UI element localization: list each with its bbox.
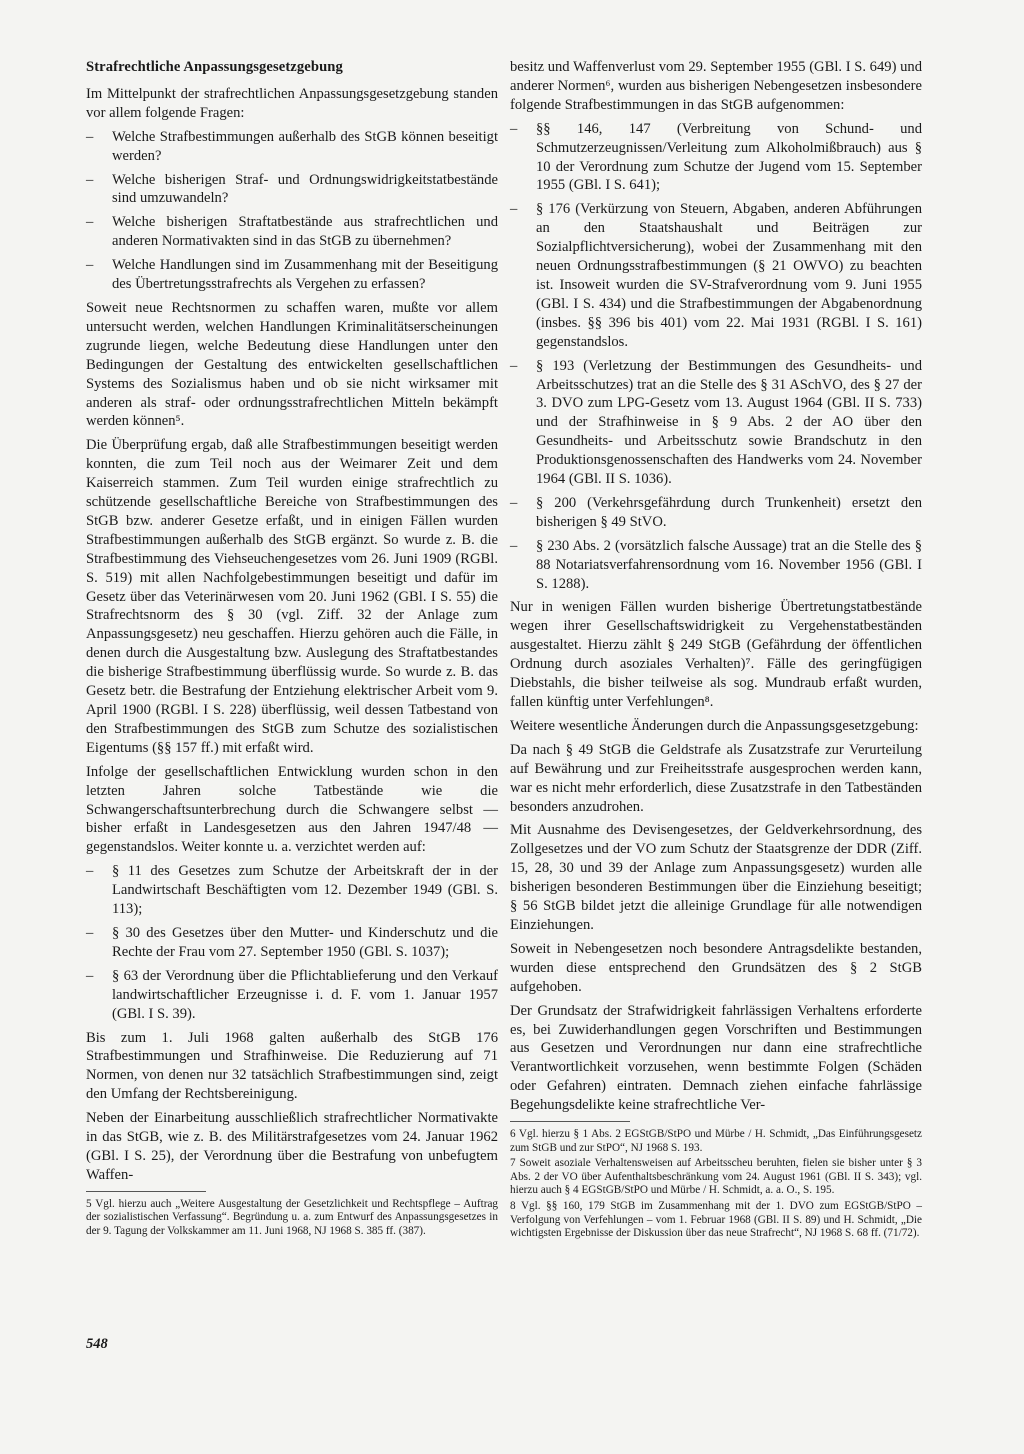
footnote-divider <box>86 1191 206 1192</box>
footnotes <box>86 1198 498 1239</box>
section-heading: Strafrechtliche Anpassungsgesetzgebung <box>86 59 343 75</box>
waived-list <box>86 862 498 1023</box>
intro-paragraph: Im Mittelpunkt der strafrechtlichen Anpassungsgesetzgebung standen vor allem folgende Fragen: <box>86 85 498 121</box>
paragraph: Soweit neue Rechtsnormen zu schaffen waren, mußte vor allem untersucht werden, welchen Handlungen Kriminalitätserscheinungen zugrunde liegen, welche Bedeutung diese Handlungen unter den Bedingungen der Gestaltung des entwickelten gesellschaftlichen Systems des Sozialismus haben und ob sie nicht wirksamer mit anderen als straf- oder ordnungsstrafrechtlichen Mitteln bekämpft werden können⁵. <box>86 299 498 430</box>
right-column <box>510 58 922 1243</box>
list-item: – Welche Strafbestimmungen außerhalb des StGB können beseitigt werden? <box>86 128 498 166</box>
paragraph: Mit Ausnahme des Devisengesetzes, der Geldverkehrsordnung, des Zollgesetzes und der VO zum Schutz der Staatsgrenze der DDR (Ziff. 15, 28, 30 und 39 der Anlage zum Anpassungsgesetz) wurden alle bisherigen besonderen Bestimmungen über die Einziehung beseitigt; § 56 StGB bildet jetzt die alleinige Grundlage für alle notwendigen Einziehungen. <box>510 822 922 933</box>
left-column <box>86 58 498 1241</box>
paragraph: Soweit in Nebengesetzen noch besondere Antragsdelikte bestanden, wurden diese entsprechend den Grundsätzen des § 2 StGB aufgehoben. <box>510 940 922 995</box>
page-number: 548 <box>86 1336 108 1352</box>
paragraph: Die Überprüfung ergab, daß alle Strafbestimmungen beseitigt werden konnten, die zum Teil noch aus der Weimarer Zeit und dem Kaiserreich stammen. Zum Teil wurden einige strafrechtlich zu schützende gesellschaftliche Bereiche von Strafbestimmungen des StGB bzw. anderer Gesetze erfaßt, und in einigen Fällen wurden Strafbestimmungen außerhalb des StGB ergänzt. So wurde z. B. die Strafbestimmung des Viehseuchengesetzes vom 26. Juni 1909 (RGBl. S. 519) mit allen Nachfolgebestimmungen beseitigt und dafür im Gesetz über das Veterinärwesen vom 20. Juni 1962 (GBl. I S. 55) die Strafrechtsnorm des § 30 (vgl. Ziff. 32 der Anlage zum Anpassungsgesetz) neu geschaffen. Hierzu gehören auch die Fälle, in denen durch die Ausgestaltung bzw. Auslegung des Straftatbestandes die bisherige Strafbestimmung überflüssig wurde. So wurde z. B. das Gesetz betr. die Bestrafung der Entziehung elektrischer Arbeit vom 9. April 1900 (RGBl. I S. 228) überflüssig, weil dessen Tatbestand von den Strafbestimmungen des StGB zum Schutze des sozialistischen Eigentums (§§ 157 ff.) mit erfaßt wird. <box>86 437 498 756</box>
list-item: – § 11 des Gesetzes zum Schutze der Arbeitskraft der in der Landwirtschaft Beschäftigten vom 12. Dezember 1949 (GBl. S. 113); <box>86 862 498 919</box>
list-item: – § 230 Abs. 2 (vorsätzlich falsche Aussage) trat an die Stelle des § 88 Notariatsverfahrensordnung vom 16. November 1956 (GBl. I S. 1288). <box>510 537 922 594</box>
paragraph: Bis zum 1. Juli 1968 galten außerhalb des StGB 176 Strafbestimmungen und Strafhinweise. Die Reduzierung auf 71 Normen, von denen nur 32 tatsächlich Strafbestimmungen sind, zeigt den Umfang der Rechtsbereinigung. <box>86 1029 498 1103</box>
list-item: – Welche bisherigen Straftatbestände aus strafrechtlichen und anderen Normativakten sind in das StGB zu übernehmen? <box>86 213 498 251</box>
paragraph: Nur in wenigen Fällen wurden bisherige Übertretungstatbestände wegen ihrer Gesellschaftswidrigkeit zu Vergehenstatbeständen ausgestaltet. Hierzu zählt § 249 StGB (Gefährdung der öffentlichen Ordnung durch asoziales Verhalten)⁷. Fälle des geringfügigen Diebstahls, die bisher teilweise als sog. Mundraub erfaßt wurden, fallen künftig unter Verfehlungen⁸. <box>510 599 922 710</box>
list-item: – Welche bisherigen Straf- und Ordnungswidrigkeitstatbestände sind umzuwandeln? <box>86 171 498 209</box>
list-item: – Welche Handlungen sind im Zusammenhang mit der Beseitigung des Übertretungsstrafrechts als Vergehen zu erfassen? <box>86 256 498 294</box>
adopted-list <box>510 120 922 594</box>
question-list <box>86 128 498 294</box>
paragraph: Da nach § 49 StGB die Geldstrafe als Zusatzstrafe zur Verurteilung auf Bewährung und zur Freiheitsstrafe ausgesprochen werden kann, war es nicht mehr erforderlich, diese Zusatzstrafe in den Tatbeständen besonders anzudrohen. <box>510 741 922 815</box>
list-item: – §§ 146, 147 (Verbreitung von Schund- und Schmutzerzeugnissen/Verleitung zum Alkoholmißbrauch) aus § 10 der Verordnung zum Schutze der Jugend vom 15. September 1955 (GBl. I S. 641); <box>510 120 922 196</box>
paragraph: besitz und Waffenverlust vom 29. September 1955 (GBl. I S. 649) und anderer Normen⁶, wurden aus bisherigen Nebengesetzen insbesondere folgende Strafbestimmungen in das StGB aufgenommen: <box>510 59 922 113</box>
paragraph: Der Grundsatz der Strafwidrigkeit fahrlässigen Verhaltens erforderte es, bei Zuwiderhandlungen gegen Vorschriften und Bestimmungen aus Gesetzen und Verordnungen nur dann eine strafrechtliche Verantwortlichkeit vorzusehen, wenn bestimmte Folgen (Schäden oder Gefahren) eintraten. Demnach ziehen einfache fahrlässige Begehungsdelikte keine strafrechtliche Ver- <box>510 1002 922 1114</box>
list-item: – § 193 (Verletzung der Bestimmungen des Gesundheits- und Arbeitsschutzes) trat an die Stelle des § 31 ASchVO, des § 27 der 3. DVO zum LPG-Gesetz vom 13. August 1964 (GBl. II S. 733) und der Strafhinweise in § 9 Abs. 2 der AO über den Gesundheits- und Arbeitsschutz sowie Brandschutz in den Produktionsgenossenschaften des Handwerks vom 24. November 1964 (GBl. II S. 1036). <box>510 357 922 489</box>
footnote: 8 Vgl. §§ 160, 179 StGB im Zusammenhang mit der 1. DVO zum EGStGB/StPO – Verfolgung von Verfehlungen – vom 1. Februar 1968 (GBl. II S. 89) und H. Schmidt, „Die wichtigsten Ergebnisse der Diskussion über das neue Strafrecht“, NJ 1968 S. 68 ff. (71/72). <box>510 1200 922 1240</box>
list-item: – § 200 (Verkehrsgefährdung durch Trunkenheit) ersetzt den bisherigen § 49 StVO. <box>510 494 922 532</box>
footnote: 7 Soweit asoziale Verhaltensweisen auf Arbeitsscheu beruhten, fielen sie bisher unter § 3 Abs. 2 der VO über Aufenthaltsbeschränkung vom 24. August 1961 (GBl. II S. 343); vgl. hierzu auch § 4 EGStGB/StPO und Mürbe / H. Schmidt, a. a. O., S. 195. <box>510 1157 922 1197</box>
footnote-divider <box>510 1121 630 1122</box>
footnote: 6 Vgl. hierzu § 1 Abs. 2 EGStGB/StPO und Mürbe / H. Schmidt, „Das Einführungsgesetz zum StGB und zur StPO“, NJ 1968 S. 193. <box>510 1128 922 1154</box>
list-item: – § 63 der Verordnung über die Pflichtablieferung und den Verkauf landwirtschaftlicher Erzeugnisse i. d. F. vom 1. Januar 1957 (GBl. I S. 39). <box>86 967 498 1024</box>
list-item: – § 30 des Gesetzes über den Mutter- und Kinderschutz und die Rechte der Frau vom 27. September 1950 (GBl. S. 1037); <box>86 924 498 962</box>
paragraph: Infolge der gesellschaftlichen Entwicklung wurden schon in den letzten Jahren solche Tatbestände wie die Schwangerschaftsunterbrechung durch die Schwangere selbst — bisher erfaßt in Landesgesetzen aus den Jahren 1947/48 — gegenstandslos. Weiter konnte u. a. verzichtet werden auf: <box>86 763 498 856</box>
paragraph: Neben der Einarbeitung ausschließlich strafrechtlicher Normativakte in das StGB, wie z. B. des Militärstrafgesetzes vom 24. Januar 1962 (GBl. I S. 25), der Verordnung über die Bestrafung von unbefugtem Waffen- <box>86 1110 498 1183</box>
list-item: – § 176 (Verkürzung von Steuern, Abgaben, anderen Abführungen an den Staatshaushalt und Beiträgen zur Sozialpflichtversicherung), wobei der Zusammenhang mit den neuen Ordnungsstrafbestimmungen (§ 21 OWVO) zu beachten ist. Insoweit wurden die SV-Strafverordnung vom 9. Juni 1955 (GBl. I S. 434) und die Strafbestimmungen der Abgabenordnung (insbes. §§ 396 bis 401) vom 22. Mai 1931 (RGBl. I S. 161) gegenstandslos. <box>510 200 922 351</box>
footnotes <box>510 1128 922 1241</box>
footnote: 5 Vgl. hierzu auch „Weitere Ausgestaltung der Gesetzlichkeit und Rechtspflege – Auftrag der sozialistischen Verfassung“. Begründung u. a. zum Entwurf des Anpassungsgesetzes in der 9. Tagung der Volkskammer am 11. Juni 1968, NJ 1968 S. 385 ff. (387). <box>86 1197 498 1237</box>
paragraph: Weitere wesentliche Änderungen durch die Anpassungsgesetzgebung: <box>510 717 919 734</box>
